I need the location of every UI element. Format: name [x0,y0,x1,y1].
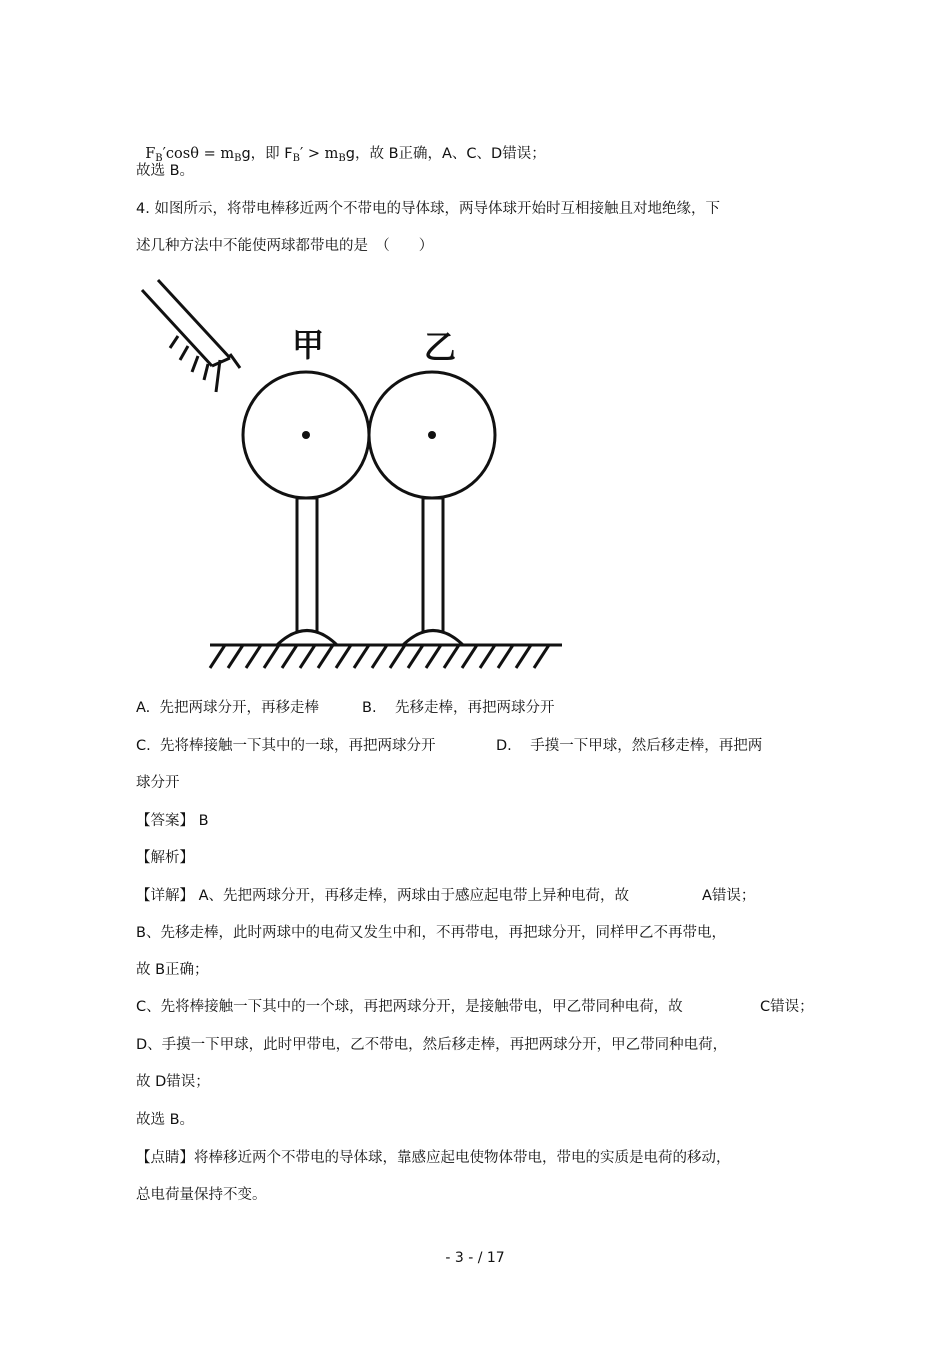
detail-line-4-end: C错误； [760,999,814,1015]
detail-line-4: C、先将棒接触一下其中的一个球，再把两球分开，是接触带电，甲乙带同种电荷，故 [136,999,683,1015]
option-d-continued: 球分开 [136,775,180,791]
question-4-text-line-2: 述几种方法中不能使两球都带电的是 （ ） [136,238,434,254]
solution-conclusion: 故选 B。 [136,163,195,179]
charged-rod [142,280,240,392]
option-b: B. 先移走棒，再把两球分开 [362,700,555,716]
comment-line-2: 总电荷量保持不变。 [136,1187,267,1203]
detail-line-7: 故选 B。 [136,1112,195,1128]
detail-line-6: 故 D错误； [136,1074,210,1090]
analysis-title: 【解析】 [136,850,194,866]
sphere-label-jia: 甲 [291,326,325,364]
option-d: D. 手摸一下甲球，然后移走棒，再把两 [496,738,763,754]
detail-line-1: 【详解】 A、先把两球分开，再移走棒，两球由于感应起电带上异种电荷，故 [136,888,630,904]
comment-line-1: 【点睛】将棒移近两个不带电的导体球，靠感应起电使物体带电，带电的实质是电荷的移动， [136,1150,731,1166]
option-c: C. 先将棒接触一下其中的一球，再把两球分开 [136,738,436,754]
detail-line-2: B、先移走棒，此时两球中的电荷又发生中和，不再带电，再把球分开，同样甲乙不再带电， [136,925,726,941]
question-4-text-line-1: 4. 如图所示，将带电棒移近两个不带电的导体球，两导体球开始时互相接触且对地绝缘，下 [136,201,720,217]
conductor-spheres-figure [130,268,570,678]
ground [210,645,562,668]
sphere-label-yi: 乙 [423,328,457,366]
solution-line-formula: $F_B'\cos\theta = m_Bg$，即 $F_B' > m_Bg$，故 B正确，A、C、D错误； [145,146,546,164]
insulating-stand-jia [277,498,337,645]
page-number: - 3 - / 17 [445,1250,505,1266]
sphere-yi-center [428,431,436,439]
detail-line-3: 故 B正确； [136,962,209,978]
option-a: A. 先把两球分开，再移走棒 [136,700,319,716]
insulating-stand-yi [403,498,463,645]
detail-line-1-end: A错误； [702,888,756,904]
answer-line: 【答案】 B [136,813,209,829]
sphere-jia-center [302,431,310,439]
detail-line-5: D、手摸一下甲球，此时甲带电，乙不带电，然后移走棒，再把两球分开，甲乙带同种电荷， [136,1037,728,1053]
